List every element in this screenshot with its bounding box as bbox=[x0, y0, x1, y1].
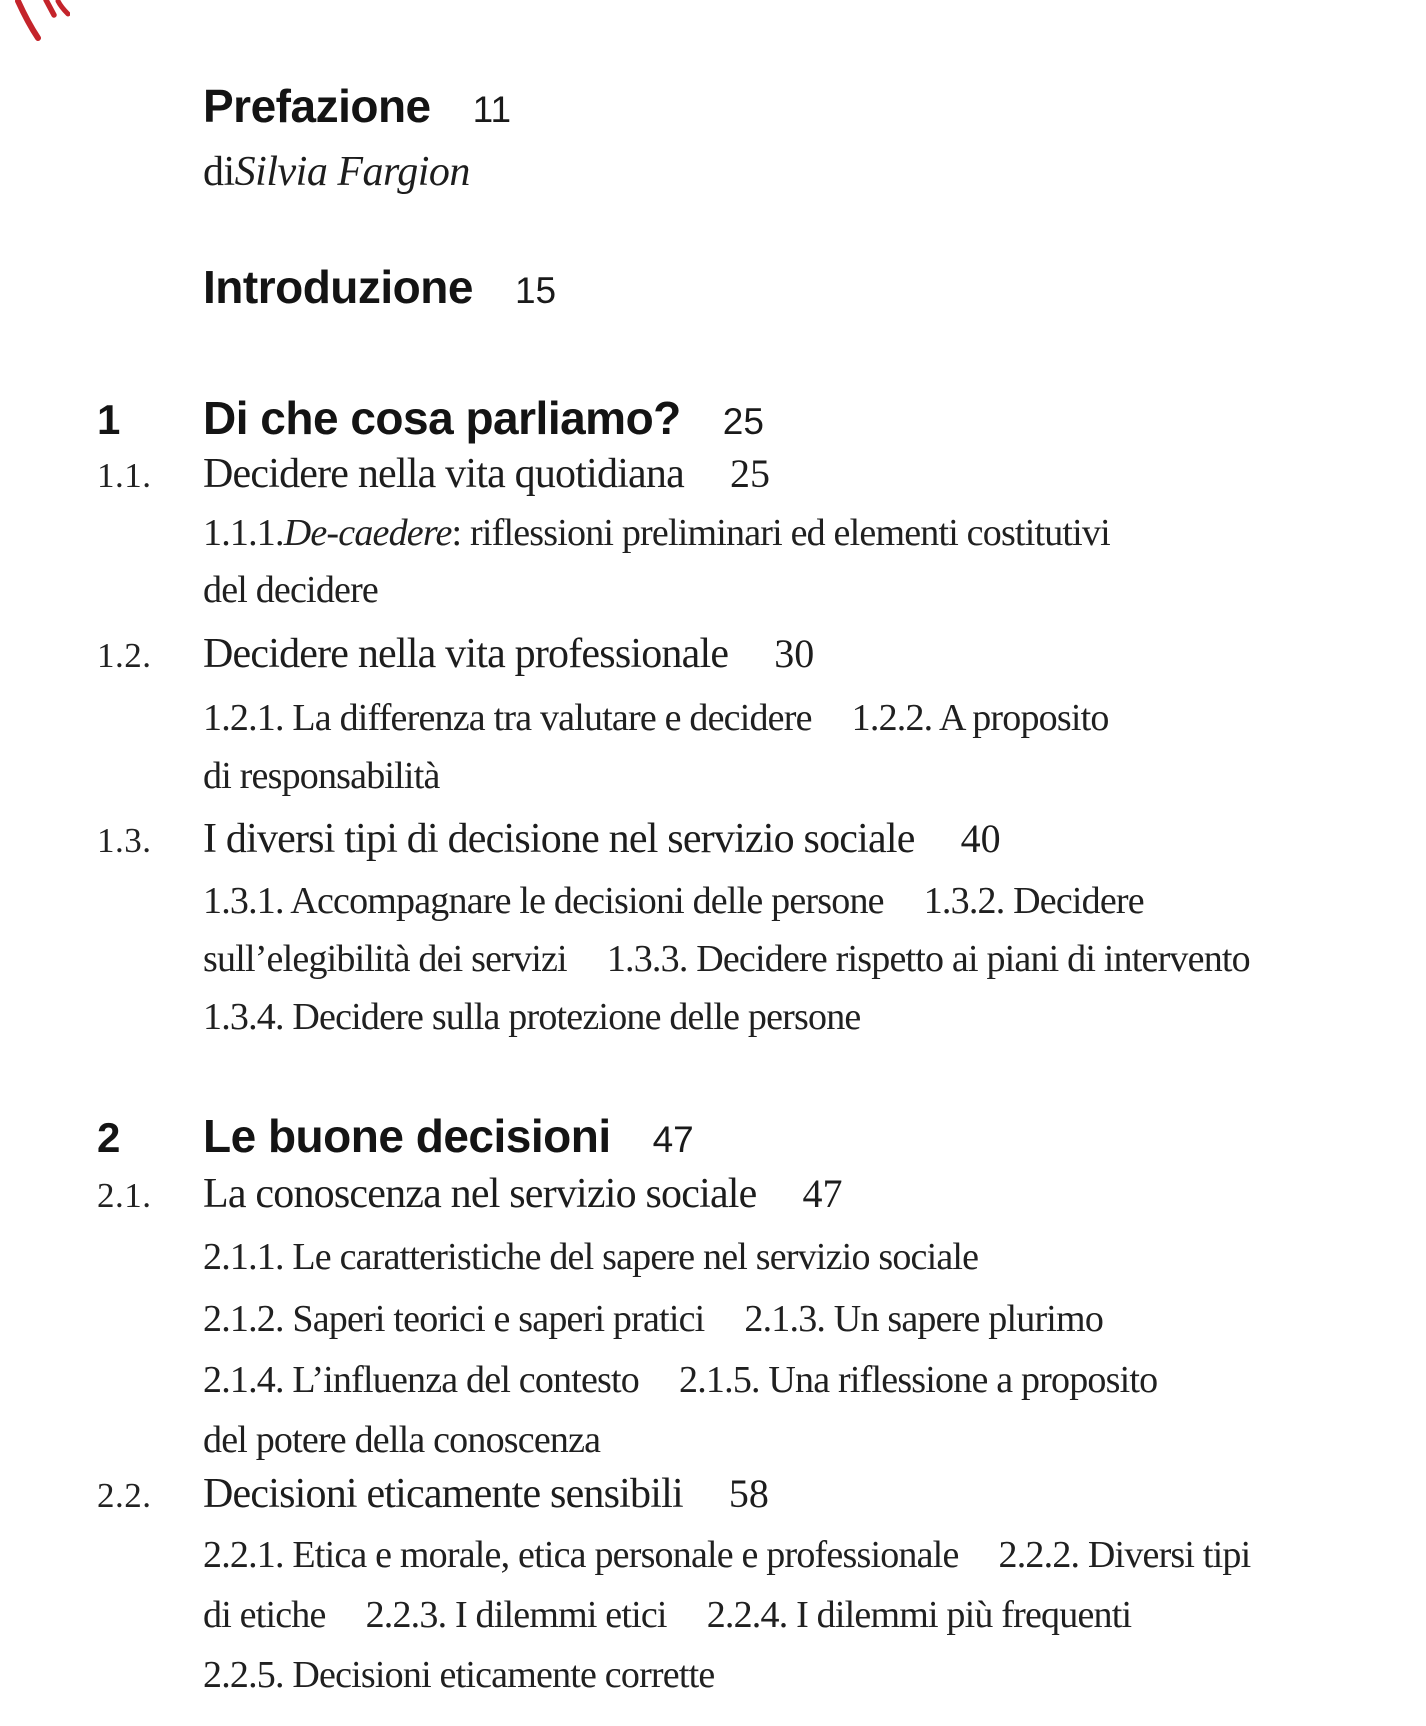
subentry-text: 1.3.3. Decidere rispetto ai piani di intervento bbox=[606, 938, 1250, 980]
subentry-text: 1.2.1. La differenza tra valutare e decidere bbox=[203, 697, 812, 739]
heading-title: Prefazione bbox=[203, 80, 431, 132]
toc-entry-2-2 bbox=[97, 1473, 769, 1515]
toc-subentry-line bbox=[203, 514, 1110, 552]
chapter-number: 1 bbox=[97, 396, 121, 443]
byline-author: Silvia Fargion bbox=[234, 149, 470, 195]
subentry-text: 2.1.3. Un sapere plurimo bbox=[744, 1298, 1104, 1340]
toc-subentry-line bbox=[203, 1656, 714, 1694]
toc-subentry-line bbox=[203, 1596, 1131, 1634]
subentry-text: 2.1.5. Una riflessione a proposito bbox=[679, 1359, 1158, 1401]
toc-subentry-line bbox=[203, 1300, 1103, 1338]
toc-entry-1-2 bbox=[97, 633, 814, 675]
subentry-text: 2.1.4. L’influenza del contesto bbox=[203, 1359, 640, 1401]
subentry-text: 2.2.2. Diversi tipi bbox=[998, 1534, 1251, 1576]
heading-page-number: 11 bbox=[472, 89, 512, 130]
entry-title: Decidere nella vita quotidiana bbox=[203, 451, 684, 497]
entry-number: 1.2. bbox=[97, 636, 152, 675]
toc-heading-prefazione bbox=[203, 80, 512, 132]
toc-subentry-line bbox=[203, 1238, 978, 1276]
subentry-text: del decidere bbox=[203, 569, 379, 611]
byline-prefix: di bbox=[203, 149, 235, 195]
subentry-text: di responsabilità bbox=[203, 755, 440, 797]
toc-entry-1-1 bbox=[97, 453, 770, 495]
toc-subentry-line bbox=[203, 757, 440, 795]
chapter-number: 2 bbox=[97, 1114, 121, 1161]
chapter-page-number: 47 bbox=[652, 1119, 694, 1160]
chapter-title: Di che cosa parliamo? bbox=[203, 392, 681, 444]
toc-subentry-line bbox=[203, 940, 1250, 978]
entry-title: I diversi tipi di decisione nel servizio sociale bbox=[203, 816, 915, 862]
red-pen-marks-artifact bbox=[6, 0, 70, 50]
subentry-text: 1.3.4. Decidere sulla protezione delle persone bbox=[203, 996, 861, 1038]
subentry-text: 2.2.5. Decisioni eticamente corrette bbox=[203, 1654, 715, 1696]
entry-page-number: 58 bbox=[728, 1471, 769, 1516]
toc-entry-2-1 bbox=[97, 1173, 843, 1215]
subentry-text: 2.1.1. Le caratteristiche del sapere nel servizio sociale bbox=[203, 1236, 979, 1278]
toc-heading-introduzione bbox=[203, 261, 557, 313]
subentry-text: 2.2.3. I dilemmi etici bbox=[365, 1594, 667, 1636]
subentry-text: 1.3.2. Decidere bbox=[923, 880, 1144, 922]
toc-subentry-line bbox=[203, 882, 1144, 920]
subentry-text: del potere della conoscenza bbox=[203, 1419, 601, 1461]
subentry-text: : riflessioni preliminari ed elementi costitutivi bbox=[451, 512, 1110, 554]
subentry-text: 2.2.1. Etica e morale, etica personale e professionale bbox=[203, 1534, 959, 1576]
entry-title: Decidere nella vita professionale bbox=[203, 631, 729, 677]
toc-byline bbox=[203, 151, 470, 193]
toc-subentry-line bbox=[203, 1361, 1157, 1399]
entry-page-number: 30 bbox=[774, 631, 815, 676]
entry-number: 1.3. bbox=[97, 821, 152, 860]
toc-subentry-line bbox=[203, 998, 860, 1036]
toc-subentry-line bbox=[203, 571, 378, 609]
entry-number: 2.2. bbox=[97, 1476, 152, 1515]
subentry-text: 1.2.2. A proposito bbox=[851, 697, 1109, 739]
subentry-text: 1.3.1. Accompagnare le decisioni delle persone bbox=[203, 880, 884, 922]
entry-page-number: 40 bbox=[960, 816, 1001, 861]
subentry-text: 2.2.4. I dilemmi più frequenti bbox=[706, 1594, 1132, 1636]
toc-subentry-line bbox=[203, 1421, 600, 1459]
subentry-text: 2.1.2. Saperi teorici e saperi pratici bbox=[203, 1298, 705, 1340]
entry-number: 1.1. bbox=[97, 456, 152, 495]
heading-page-number: 15 bbox=[514, 270, 557, 311]
toc-subentry-line bbox=[203, 1536, 1250, 1574]
toc-chapter-1 bbox=[97, 392, 764, 444]
entry-page-number: 25 bbox=[729, 451, 770, 496]
chapter-title: Le buone decisioni bbox=[203, 1110, 611, 1162]
chapter-page-number: 25 bbox=[722, 401, 764, 442]
toc-subentry-line bbox=[203, 699, 1109, 737]
toc-chapter-2 bbox=[97, 1110, 694, 1162]
subentry-text: di etiche bbox=[203, 1594, 326, 1636]
entry-number: 2.1. bbox=[97, 1176, 152, 1215]
heading-title: Introduzione bbox=[203, 261, 473, 313]
toc-entry-1-3 bbox=[97, 818, 1001, 860]
entry-title: Decisioni eticamente sensibili bbox=[203, 1471, 683, 1517]
entry-title: La conoscenza nel servizio sociale bbox=[203, 1171, 757, 1217]
subentry-number: 1.1.1. bbox=[203, 512, 284, 554]
subentry-text: sull’elegibilità dei servizi bbox=[203, 938, 567, 980]
entry-page-number: 47 bbox=[802, 1171, 843, 1216]
subentry-italic-term: De-caedere bbox=[283, 512, 452, 554]
